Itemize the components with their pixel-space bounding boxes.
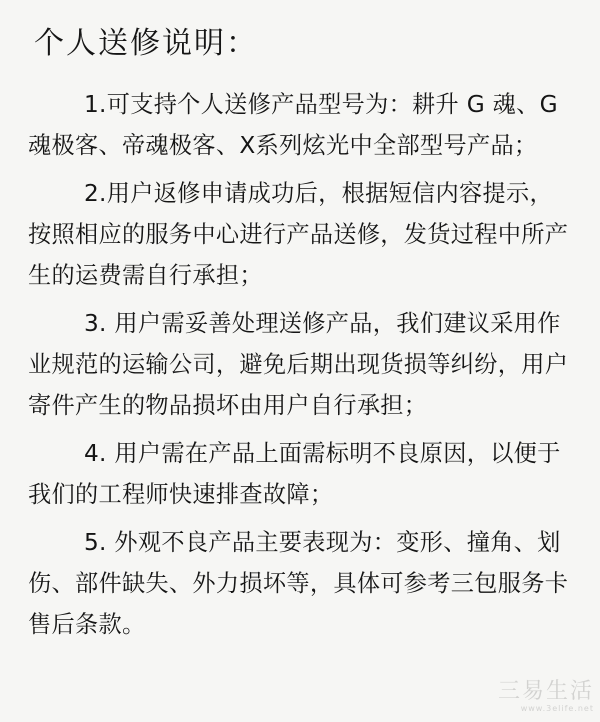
paragraph-1: 1.可支持个人送修产品型号为：耕升 G 魂、G 魂极客、帝魂极客、X系列炫光中全部型号产品； — [28, 91, 558, 159]
paragraph-3: 3. 用户需妥善处理送修产品，我们建议采用作业规范的运输公司，避免后期出现货损等纠纷，用户寄件产生的物品损坏由用户自行承担； — [28, 310, 569, 419]
paragraph-2: 2.用户返修申请成功后，根据短信内容提示，按照相应的服务中心进行产品送修，发货过程中所产生的运费需自行承担； — [28, 180, 569, 289]
document-title: 个人送修说明： — [34, 26, 258, 61]
site-watermark — [476, 680, 594, 714]
paragraph-5: 5. 外观不良产品主要表现为：变形、撞角、划伤、部件缺失、外力损坏等，具体可参考三包服务卡售后条款。 — [28, 529, 569, 638]
paragraph-4: 4. 用户需在产品上面需标明不良原因，以便于我们的工程师快速排查故障； — [28, 440, 561, 508]
watermark-url: www.3elife.net — [520, 704, 594, 713]
watermark-name: 三易生活 — [497, 679, 594, 704]
